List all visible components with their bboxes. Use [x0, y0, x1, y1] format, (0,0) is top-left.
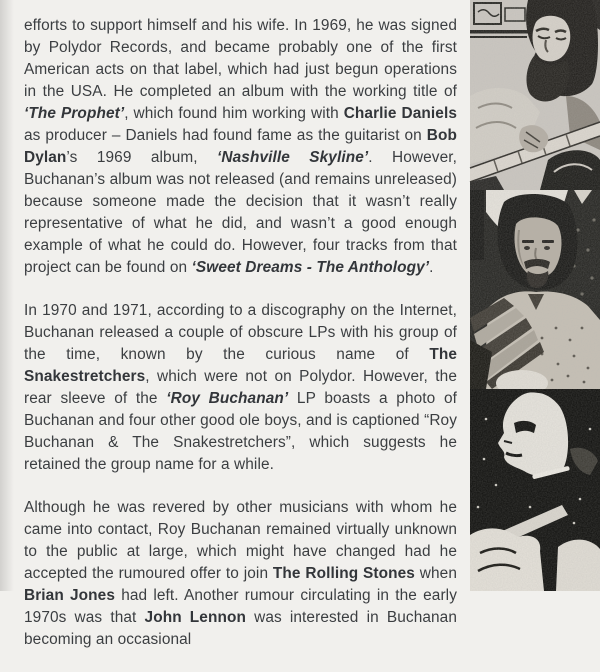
- text-run: when: [414, 565, 457, 582]
- photo-buchanan-playing-guitar: [470, 0, 600, 190]
- text-run: efforts to support himself and his wife. In 1969, he was signed by Polydor Records, and became probably one of the first American acts on that label, which had just begun operations in the USA. He completed an album with the working title of: [24, 17, 457, 100]
- text-run: ‘The Prophet’: [24, 105, 125, 122]
- photo-buchanan-profile-cigarette: [470, 389, 600, 591]
- paragraph-polydor-signing: [24, 15, 457, 279]
- text-run: .: [429, 259, 434, 276]
- text-run: In 1970 and 1971, according to a discography on the Internet, Buchanan released a couple of obscure LPs with his group of the time, known by the curious name of: [24, 302, 457, 363]
- text-run: was interested in Buchanan becoming an occasional: [24, 609, 457, 648]
- text-run: LP boasts a photo of Buchanan and four other good ole boys, and is captioned “Roy Buchanan & The Snakestretchers”, which suggests he retained the group name for a while.: [24, 390, 458, 473]
- text-run: had left. Another rumour circulating in the early 1970s was that: [24, 587, 457, 626]
- text-run: Bob Dylan: [24, 127, 457, 166]
- text-run: ‘Roy Buchanan’: [166, 390, 289, 407]
- paragraph-snakestretchers: [24, 300, 457, 476]
- text-run: ’s 1969 album,: [66, 149, 218, 166]
- page-gutter-shadow: [0, 0, 14, 591]
- text-run: Brian Jones: [24, 587, 116, 604]
- text-run: . However, Buchanan’s album was not released (and remains unreleased) because someone made the decision that it wasn’t really representative of what he did, and wasn’t a good enough example of what he could do. However, four tracks from that project can be found on: [24, 149, 457, 276]
- photo-strip: [470, 0, 600, 591]
- text-run: ‘Nashville Skyline’: [217, 149, 369, 166]
- text-run: Although he was revered by other musicians with whom he came into contact, Roy Buchanan remained virtually unknown to the public at large, which might have changed had he accepted the rumoured offer to join: [24, 499, 457, 582]
- text-run: The Rolling Stones: [272, 565, 415, 582]
- text-run: John Lennon: [144, 609, 246, 626]
- text-run: The Snakestretchers: [24, 346, 457, 385]
- text-run: Charlie Daniels: [343, 105, 457, 122]
- text-run: , which found him working with: [124, 105, 344, 122]
- photo-buchanan-portrait: [470, 190, 600, 389]
- liner-notes-text: [24, 15, 457, 672]
- text-run: , which were not on Polydor. However, the rear sleeve of the: [24, 368, 457, 407]
- paragraph-rolling-stones-rumour: [24, 497, 457, 651]
- text-run: ‘Sweet Dreams - The Anthology’: [191, 259, 430, 276]
- text-run: as producer – Daniels had found fame as the guitarist on: [24, 127, 427, 144]
